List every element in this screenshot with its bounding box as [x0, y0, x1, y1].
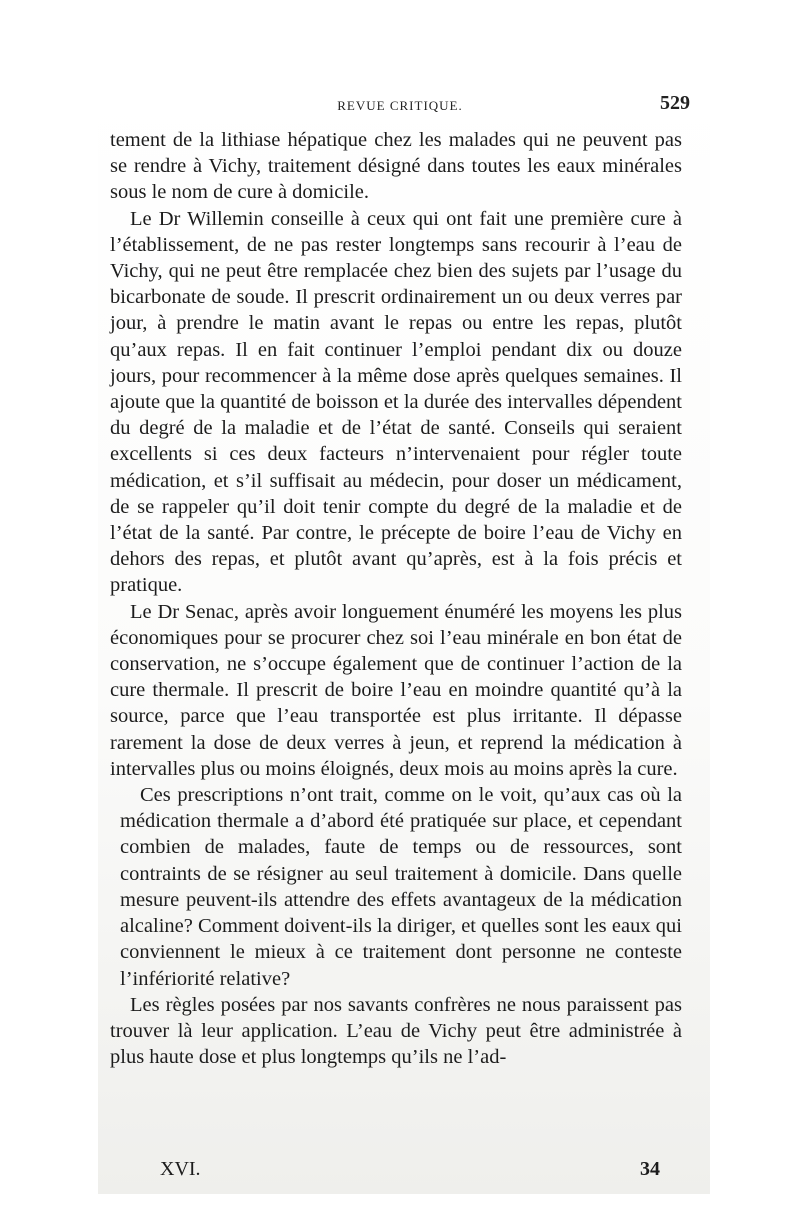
paragraph-senac: Le Dr Senac, après avoir longuement énuméré les moyens les plus économiques pour se procurer chez soi l’eau minérale en bon état de conservation, ne s’occupe également que de continuer l’action de la cure thermale. Il prescrit de boire l’eau en moindre quantité qu’à la source, parce que l’eau transportée est plus irritante. Il dépasse rarement la dose de deux verres à jeun, et reprend la médication à intervalles plus ou moins éloignés, deux mois au moins après la cure. [110, 600, 682, 780]
running-header [110, 92, 690, 116]
paragraph-continuation: tement de la lithiase hépatique chez les malades qui ne peuvent pas se rendre à Vichy, traitement désigné dans toutes les eaux minérales sous le nom de cure à domicile. [110, 129, 682, 204]
body-text [110, 127, 682, 1070]
signature-number: 34 [640, 1158, 660, 1180]
paragraph-willemin: Le Dr Willemin conseille à ceux qui ont fait une première cure à l’établissement, de ne pas rester longtemps sans recourir à l’eau de Vichy, qui ne peut être remplacée chez bien des sujets par l’usage du bicarbonate de soude. Il prescrit ordinairement un ou deux verres par jour, à prendre le matin avant le repas ou entre les repas, plutôt qu’aux repas. Il en fait continuer l’emploi pendant dix ou douze jours, pour recommencer à la même dose après quelques semaines. Il ajoute que la quantité de boisson et la durée des intervalles dépendent du degré de la maladie et de l’état de santé. Conseils qui seraient excellents si ces deux facteurs n’intervenaient pour régler toute médication, et s’il suffisait au médecin, pour doser un médicament, de se rappeler qu’il doit tenir compte du degré de la maladie et de l’état de la santé. Par contre, le précepte de boire l’eau de Vichy en dehors des repas, et plutôt avant qu’après, est à la fois précis et pratique. [110, 207, 682, 597]
signature-mark: XVI. [160, 1158, 201, 1180]
running-title: REVUE CRITIQUE. [337, 98, 463, 113]
page-number: 529 [660, 92, 690, 114]
paragraph-regles: Les règles posées par nos savants confrères ne nous paraissent pas trouver là leur application. L’eau de Vichy peut être administrée à plus haute dose et plus longtemps qu’ils ne l’ad- [110, 993, 682, 1069]
paragraph-prescriptions: Ces prescriptions n’ont trait, comme on le voit, qu’aux cas où la médication thermale a d’abord été pratiquée sur place, et cependant combien de malades, faute de temps ou de ressources, sont contraints de se résigner au seul traitement à domicile. Dans quelle mesure peuvent-ils attendre des effets avantageux de la médication alcaline? Comment doivent-ils la diriger, et quelles sont les eaux qui conviennent le mieux à ce traitement dont personne ne conteste l’infériorité relative? [120, 784, 682, 990]
